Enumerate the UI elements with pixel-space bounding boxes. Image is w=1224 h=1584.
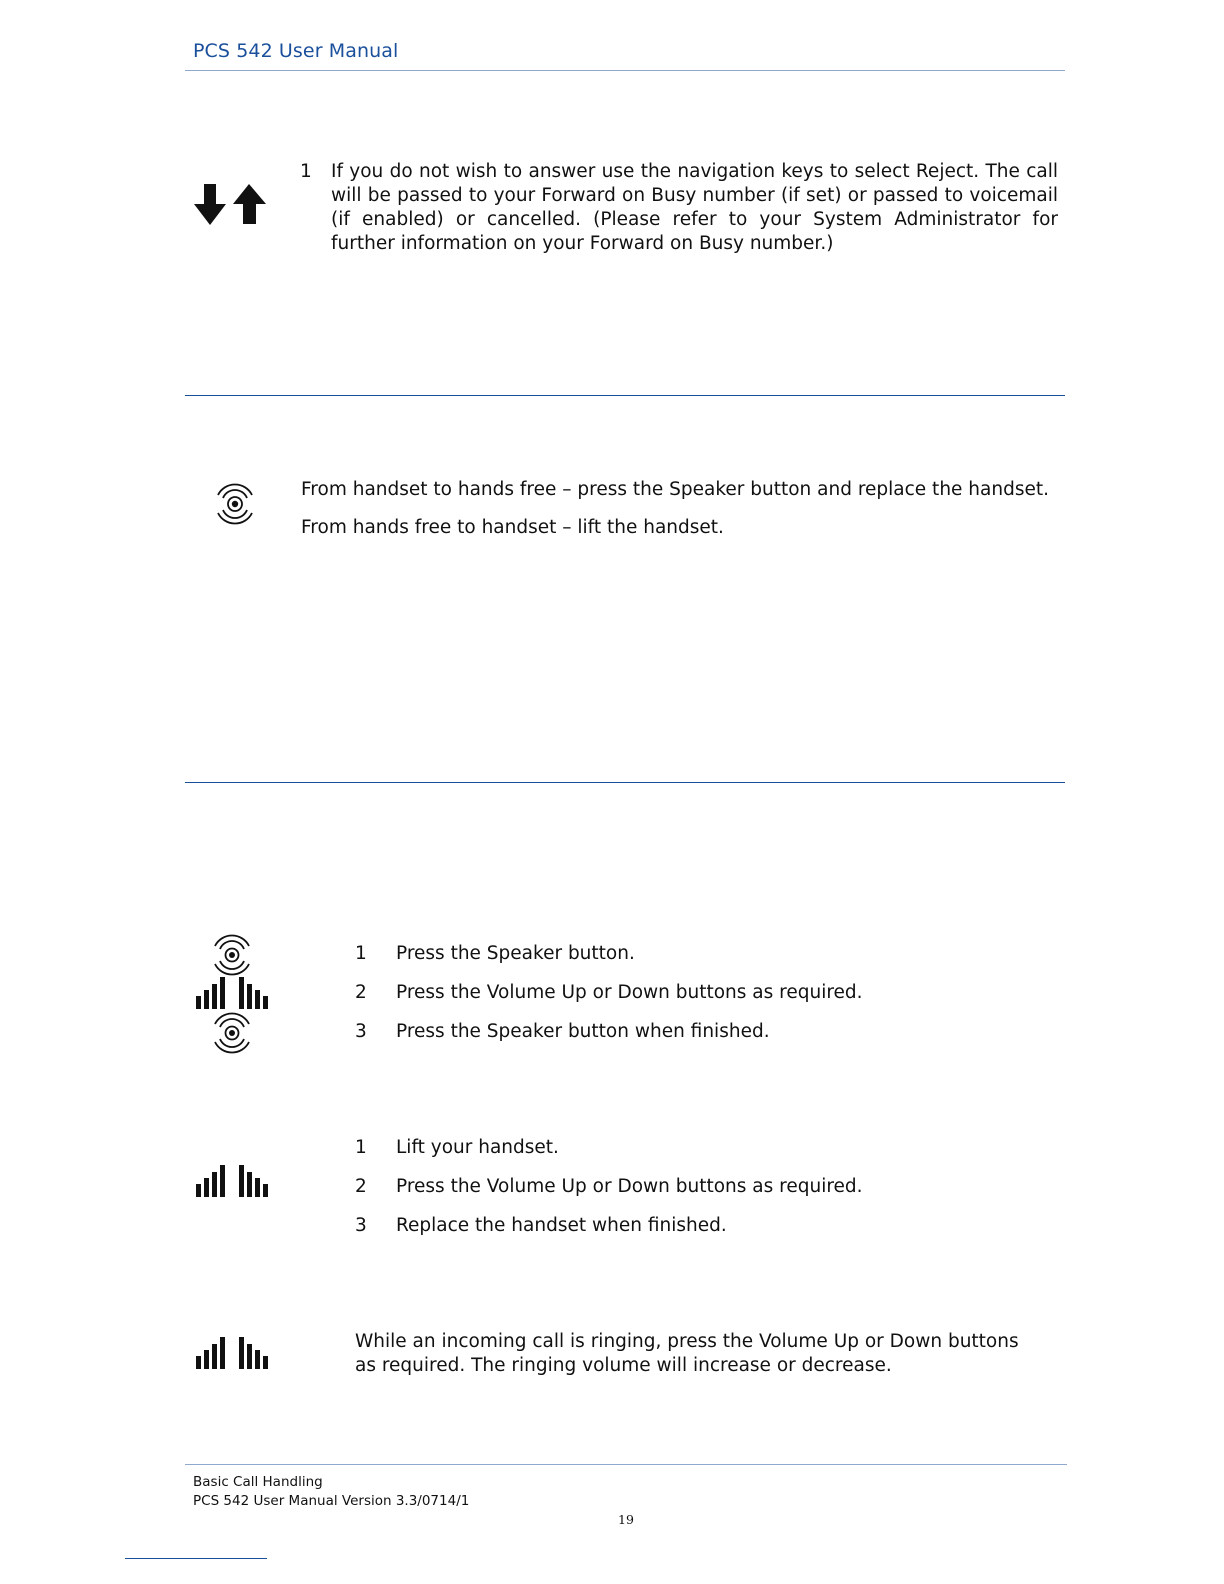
- speaker-icon: [211, 1013, 253, 1053]
- ringer-volume-instruction: While an incoming call is ringing, press the Volume Up or Down buttons as required. The ringing volume will increase or decrease.: [355, 1331, 1019, 1376]
- step-number: 3: [355, 1021, 367, 1042]
- handsfree-line-1: From handset to hands free – press the Speaker button and replace the handset.: [301, 479, 1049, 500]
- navigation-arrows-icon: [193, 184, 267, 226]
- volume-icon: [195, 1164, 271, 1198]
- section-divider: [185, 782, 1065, 783]
- volume-icon: [195, 976, 271, 1010]
- speaker-icon: [214, 482, 256, 526]
- page-header-title: PCS 542 User Manual: [193, 40, 399, 62]
- step-text: Press the Speaker button.: [396, 943, 635, 964]
- footer-divider: [185, 1464, 1067, 1465]
- step-number: 3: [355, 1215, 367, 1236]
- footer-section-name: Basic Call Handling: [193, 1474, 323, 1490]
- step-number: 2: [355, 1176, 367, 1197]
- reject-instruction: If you do not wish to answer use the navigation keys to select Reject. The call will be passed to your Forward on Busy number (if set) or passed to voicemail (if enabled) or cancelled. (Please refer to your System Administrator for further information on your Forward on Busy number.): [331, 161, 1058, 254]
- step-number: 1: [355, 943, 367, 964]
- handsfree-line-2: From hands free to handset – lift the handset.: [301, 517, 724, 538]
- step-number: 1: [355, 1137, 367, 1158]
- speaker-icon: [211, 935, 253, 975]
- section-divider: [185, 395, 1065, 396]
- step-text: Press the Speaker button when finished.: [396, 1021, 770, 1042]
- header-divider: [185, 70, 1065, 71]
- page-number: 19: [618, 1512, 634, 1527]
- step-text: Press the Volume Up or Down buttons as required.: [396, 1176, 863, 1197]
- footer-version: PCS 542 User Manual Version 3.3/0714/1: [193, 1493, 470, 1509]
- reject-step-number: 1: [300, 161, 312, 182]
- step-number: 2: [355, 982, 367, 1003]
- step-text: Press the Volume Up or Down buttons as required.: [396, 982, 863, 1003]
- step-text: Replace the handset when finished.: [396, 1215, 727, 1236]
- step-text: Lift your handset.: [396, 1137, 559, 1158]
- volume-icon: [195, 1336, 271, 1370]
- bottom-link-underline: [125, 1558, 267, 1559]
